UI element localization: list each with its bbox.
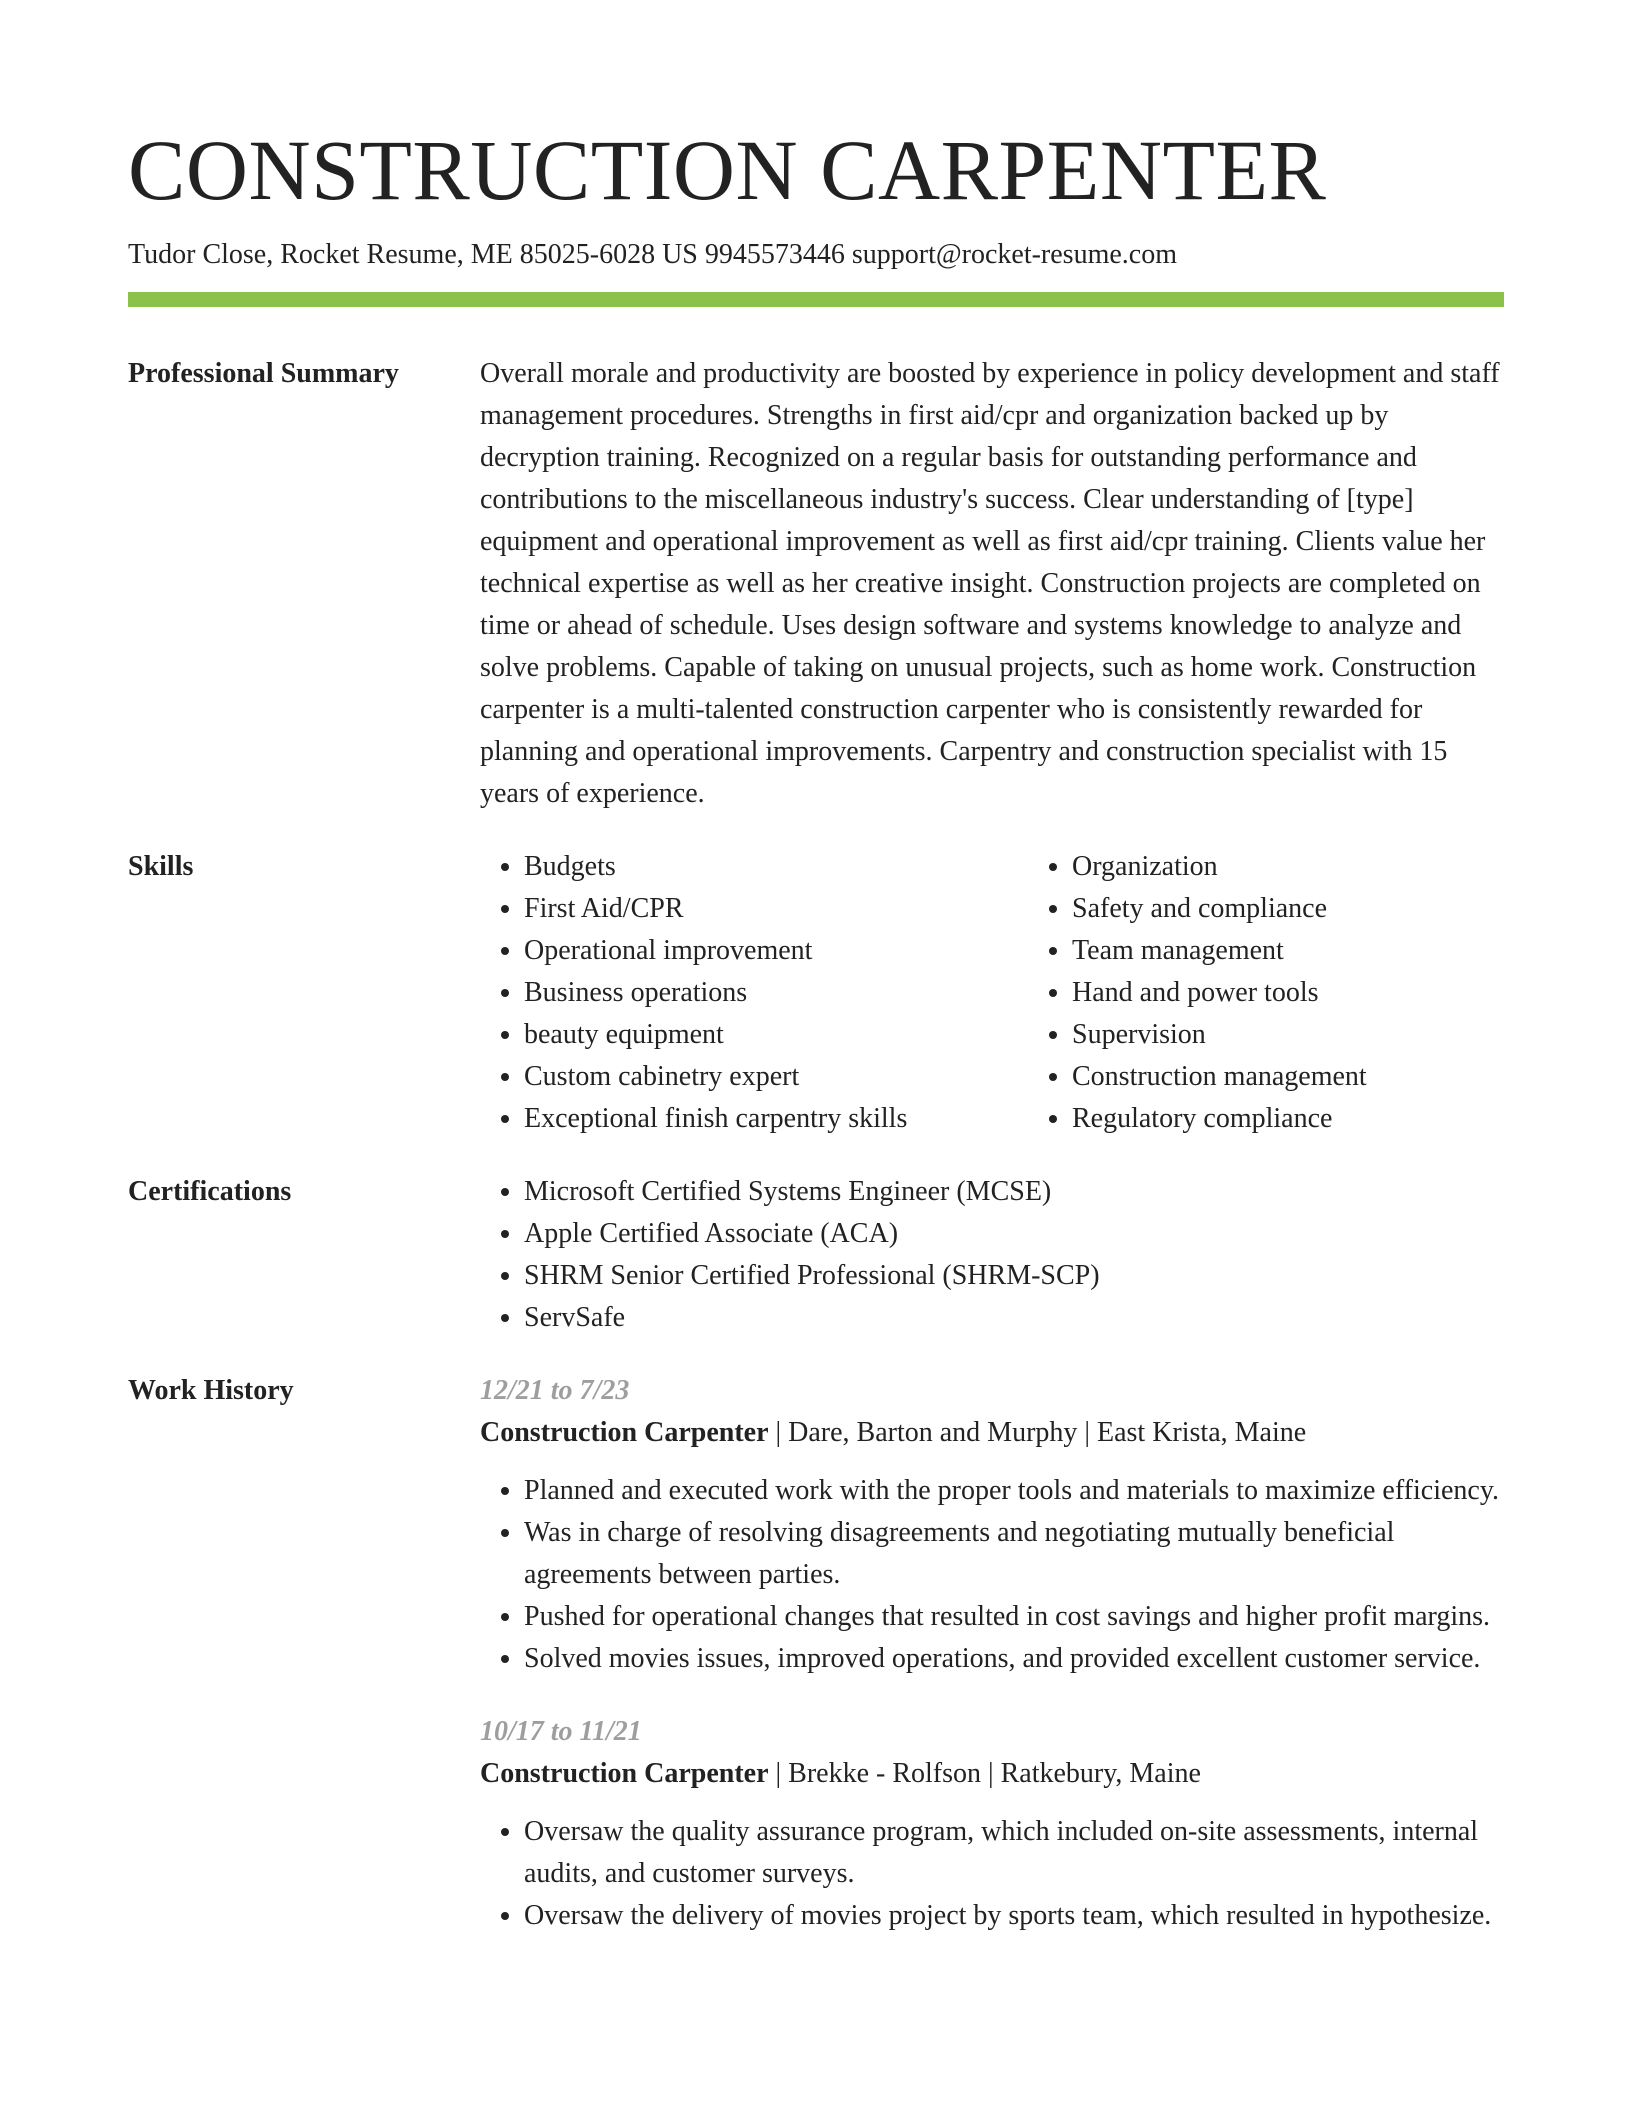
work-history-body (480, 1370, 1504, 1937)
job-entry (480, 1370, 1504, 1680)
summary-section (128, 353, 1504, 815)
summary-text: Overall morale and productivity are boosted by experience in policy development and staff management procedures. Strengths in first aid/cpr and organization backed up by decryption training. Recognized on a regular basis for outstanding performance and contributions to the miscellaneous industry's success. Clear understanding of [type] equipment and operational improvement as well as first aid/cpr training. Clients value her technical expertise as well as her creative insight. Construction projects are completed on time or ahead of schedule. Uses design software and systems knowledge to analyze and solve problems. Capable of taking on unusual projects, such as home work. Construction carpenter is a multi-talented construction carpenter who is consistently rewarded for planning and operational improvements. Carpentry and construction specialist with 15 years of experience. (480, 358, 1500, 809)
skill-item: • Exceptional finish carpentry skills (524, 1098, 1028, 1140)
skill-item: • Organization (1072, 846, 1576, 888)
skill-item: • Supervision (1072, 1014, 1576, 1056)
skill-item: • Budgets (524, 846, 1028, 888)
accent-divider (128, 292, 1504, 307)
summary-body (480, 353, 1504, 815)
job-bullet: • Planned and executed work with the proper tools and materials to maximize efficiency. (524, 1470, 1504, 1512)
skill-item: • Team management (1072, 930, 1576, 972)
job-title: Construction Carpenter (480, 1758, 769, 1789)
section-title-certifications: Certifications (128, 1176, 292, 1207)
job-bullet: • Oversaw the delivery of movies project by sports team, which resulted in hypothesize. (524, 1895, 1504, 1937)
resume-name: CONSTRUCTION CARPENTER (128, 122, 1327, 218)
skill-item: • Hand and power tools (1072, 972, 1576, 1014)
job-entry (480, 1711, 1504, 1937)
skill-item: • beauty equipment (524, 1014, 1028, 1056)
work-history-section (128, 1370, 1504, 1937)
skill-item: • Safety and compliance (1072, 888, 1576, 930)
job-bullets (480, 1811, 1504, 1937)
certification-item: • SHRM Senior Certified Professional (SHRM-SCP) (524, 1255, 1504, 1297)
job-dates: 12/21 to 7/23 (480, 1375, 630, 1406)
resume-page (128, 0, 1504, 1937)
contact-info: Tudor Close, Rocket Resume, ME 85025-6028 US 9945573446 support@rocket-resume.com (128, 239, 1177, 270)
job-employer-location: | Dare, Barton and Murphy | East Krista, Maine (768, 1417, 1307, 1448)
section-title-summary: Professional Summary (128, 358, 399, 389)
skill-item: • First Aid/CPR (524, 888, 1028, 930)
job-heading (480, 1753, 1504, 1795)
job-dates: 10/17 to 11/21 (480, 1716, 642, 1747)
certification-item: • Apple Certified Associate (ACA) (524, 1213, 1504, 1255)
skill-item: • Regulatory compliance (1072, 1098, 1576, 1140)
skills-list-left (480, 846, 1028, 1140)
skill-item: • Construction management (1072, 1056, 1576, 1098)
skills-list-right (1028, 846, 1576, 1140)
job-bullet: • Oversaw the quality assurance program, which included on-site assessments, internal audits, and customer surveys. (524, 1811, 1504, 1895)
job-employer-location: | Brekke - Rolfson | Ratkebury, Maine (768, 1758, 1201, 1789)
certification-item: • ServSafe (524, 1297, 1504, 1339)
job-bullet: • Pushed for operational changes that resulted in cost savings and higher profit margins. (524, 1596, 1504, 1638)
skills-section (128, 846, 1504, 1140)
job-bullet: • Solved movies issues, improved operations, and provided excellent customer service. (524, 1638, 1504, 1680)
skills-columns (480, 846, 1576, 1140)
skill-item: • Business operations (524, 972, 1028, 1014)
section-title-work-history: Work History (128, 1375, 294, 1406)
skill-item: • Custom cabinetry expert (524, 1056, 1028, 1098)
job-bullets (480, 1470, 1504, 1680)
section-title-skills: Skills (128, 851, 194, 882)
certification-item: • Microsoft Certified Systems Engineer (MCSE) (524, 1171, 1504, 1213)
job-heading (480, 1412, 1504, 1454)
certifications-section (128, 1171, 1504, 1339)
skill-item: • Operational improvement (524, 930, 1028, 972)
certifications-list (480, 1171, 1504, 1339)
job-bullet: • Was in charge of resolving disagreements and negotiating mutually beneficial agreements between parties. (524, 1512, 1504, 1596)
certifications-body (480, 1171, 1504, 1339)
job-title: Construction Carpenter (480, 1417, 769, 1448)
